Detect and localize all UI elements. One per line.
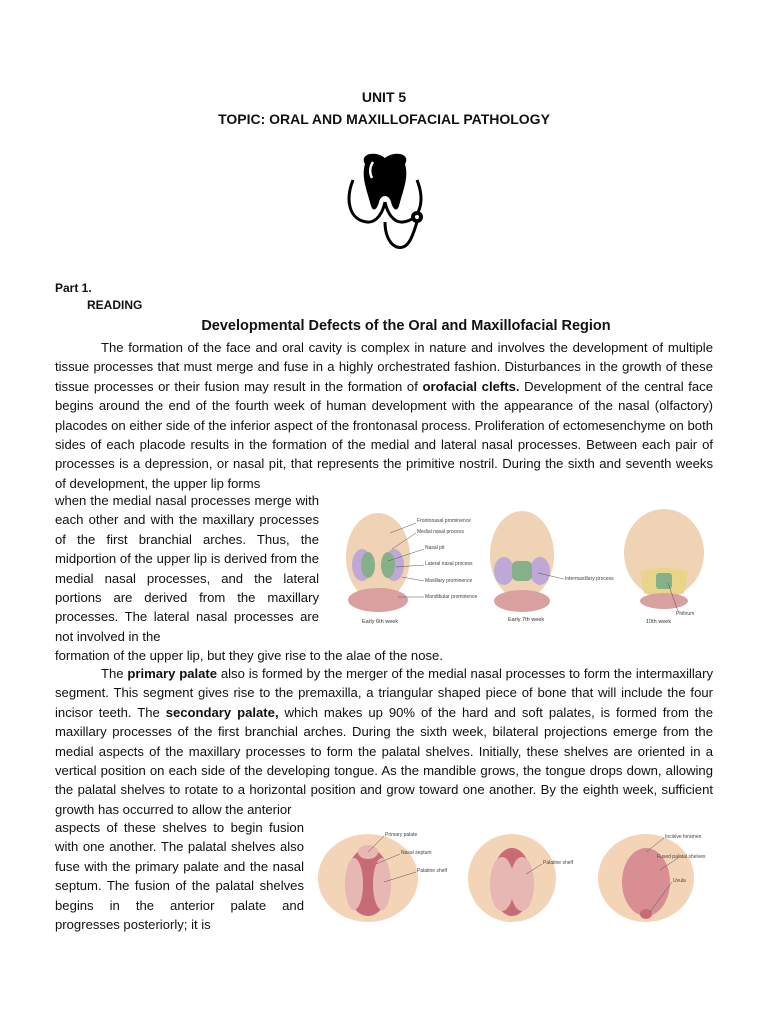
fig2-label-1: Nasal septum [401, 850, 432, 856]
paragraph-2 [55, 664, 713, 819]
tooth-stethoscope-icon [343, 150, 427, 258]
fig1-caption-2: 10th week [646, 619, 672, 625]
fig2-label-2: Palatine shelf [417, 868, 448, 874]
paragraph-1-narrow: when the medial nasal processes merge with each other and with the maxillary processes of the first branchial arches. Thus, the midportion of the upper lip is derived from the medial nasal processes, and the lateral portions are derived from the maxillary processes. The lateral nasal processes are not involved in the [55, 493, 319, 644]
para2-text-1: The [101, 666, 128, 681]
para2-bold-1: primary palate [127, 666, 218, 681]
paragraph-1-tail: formation of the upper lip, but they give rise to the alae of the nose. [55, 648, 443, 663]
paragraph-2-narrow: aspects of these shelves to begin fusion with one another. The palatal shelves also fuse with the primary palate and the nasal septum. The fusion of the palatal shelves begins in the anterior palate and progresses posteriorly; it is [55, 820, 304, 933]
figure-palate-development [316, 826, 716, 926]
para2-text-2: also is formed by the merger of the medial nasal processes to form the intermaxillary segment. This segment gives rise to the premaxilla, a triangular shaped piece of bone that will include the four incisor teeth. The [55, 666, 713, 720]
fig2-label-3: Palatine shelf [543, 860, 574, 866]
para2-text-3: which makes up 90% of the hard and soft palates, is formed from the maxillary processes of the first branchial arches. During the sixth week, bilateral projections emerge from the medial aspects of the maxillary processes to form the palatal shelves. Initially, these shelves are oriented in a vertical position on each side of the developing tongue. As the mandible grows, the tongue drops down, allowing the palatal shelves to rotate to a horizontal position and grow toward one another. By the eighth week, sufficient growth has occurred to allow the anterior [55, 704, 713, 817]
fig1-label-5: Mandibular prominence [425, 594, 478, 600]
fig1-label-6: Intermaxillary process [565, 576, 614, 582]
fig2-label-6: Uvula [673, 878, 686, 884]
paragraph-1 [55, 338, 713, 493]
part-sublabel: READING [87, 298, 143, 312]
part-label: Part 1. [55, 281, 92, 295]
para1-text: The formation of the face and oral cavity is complex in nature and involves the development of multiple tissue processes that must merge and fuse in a highly orchestrated fashion. Disturbances in the growth of these tissue processes or their fusion may result in the formation of [55, 340, 713, 394]
fig1-label-3: Lateral nasal process [425, 561, 473, 567]
fig1-label-1: Medial nasal process [417, 529, 464, 535]
para2-bold-2: secondary palate, [165, 704, 279, 720]
fig1-label-4: Maxillary prominence [425, 578, 473, 584]
unit-heading: UNIT 5 [361, 89, 407, 105]
fig1-label-7: Philtrum [676, 611, 695, 617]
figure-face-development [328, 505, 714, 627]
fig1-caption-1: Early 7th week [508, 617, 545, 623]
fig1-label-2: Nasal pit [425, 545, 445, 551]
para1-bold: orofacial clefts. [422, 378, 520, 394]
fig1-caption-0: Early 6th week [362, 619, 399, 625]
fig1-label-0: Frontonasal prominence [417, 518, 471, 524]
para1-rest: Development of the central face begins around the end of the fourth week of human development with the appearance of the nasal (olfactory) placodes on either side of the inferior aspect of the frontonasal process. Proliferation of ectomesenchyme on both sides of each placode results in the formation of the medial and lateral nasal processes. Between each pair of processes is a depression, or nasal pit, that represents the primitive nostril. During the sixth and seventh weeks of development, the upper lip forms [55, 378, 713, 491]
topic-heading: TOPIC: ORAL AND MAXILLOFACIAL PATHOLOGY [218, 111, 550, 127]
section-title: Developmental Defects of the Oral and Maxillofacial Region [201, 318, 611, 334]
fig2-label-4: Incisive foramen [665, 834, 702, 840]
fig2-label-5: Fused palatal shelves [657, 854, 706, 860]
fig2-label-0: Primary palate [385, 832, 418, 838]
